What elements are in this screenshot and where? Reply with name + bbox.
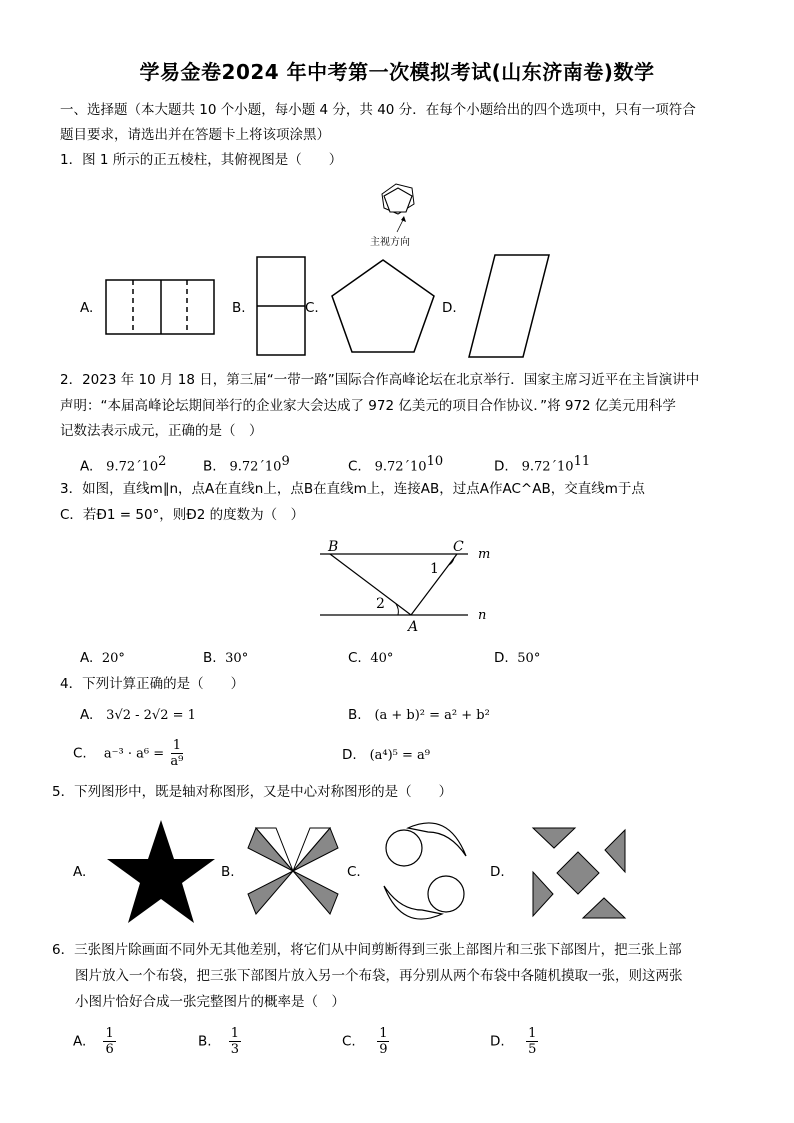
q3-figure [318, 535, 498, 635]
q3-stem-line1: 3．如图，直线m∥n，点A在直线n上，点B在直线m上，连接AB，过点A作AC^AB，交直线m于点 [60, 481, 645, 497]
q6-option-b[interactable]: B. $\frac{1}{3}$ [198, 1026, 240, 1057]
q1-option-b-label[interactable]: B. [232, 300, 246, 316]
q6-stem-line2: 图片放入一个布袋，把三张下部图片放入另一个布袋，再分别从两个布袋中各随机摸取一张，则这两张 [75, 968, 683, 984]
q4-option-c[interactable]: C. a⁻³ · a⁶ = $\frac{1}{\text{a⁹}}$ [73, 738, 184, 769]
q3-angle-2: 2 [376, 596, 385, 612]
q1-stem: 1．图 1 所示的正五棱柱，其俯视图是（ ） [60, 152, 343, 168]
q3-angle-1: 1 [430, 561, 439, 577]
q4-option-a[interactable]: A. 3√2 - 2√2 = 1 [80, 707, 196, 723]
q2-option-d[interactable]: D. $9.72´10^{11}$ [494, 454, 591, 475]
q2-option-b[interactable]: B. $9.72´10^9$ [203, 454, 290, 475]
q6-stem-line3: 小图片恰好合成一张完整图片的概率是（ ） [75, 994, 345, 1010]
q5-stem: 5．下列图形中，既是轴对称图形，又是中心对称图形的是（ ） [52, 784, 453, 800]
q3-label-b: B [328, 539, 339, 555]
q1-option-c-label[interactable]: C. [305, 300, 319, 316]
q3-option-b[interactable]: B. 30° [203, 650, 249, 666]
q1-option-a-label[interactable]: A. [80, 300, 94, 316]
q3-label-m: m [478, 547, 491, 562]
q5-option-b-pinwheel [246, 826, 340, 916]
q2-option-a[interactable]: A. $9.72´10^2$ [80, 454, 167, 475]
q1-view-label: 主视方向 [370, 237, 410, 248]
section-header-line2: 题目要求，请选出并在答题卡上将该项涂黑） [60, 127, 330, 143]
q5-option-c-figure [378, 818, 472, 924]
q5-option-d-label[interactable]: D. [490, 864, 505, 880]
q6-option-c[interactable]: C. $\frac{1}{9}$ [342, 1026, 388, 1057]
q5-option-c-label[interactable]: C. [347, 864, 361, 880]
q1-option-d-figure [467, 253, 551, 359]
page-title: 学易金卷2024 年中考第一次模拟考试(山东济南卷)数学 [139, 60, 655, 84]
q3-label-c: C [453, 539, 464, 555]
q2-stem-line2: 声明：“本届高峰论坛期间举行的企业家大会达成了 972 亿美元的项目合作协议．”将 972 亿美元用科学 [60, 398, 676, 414]
q3-option-c[interactable]: C. 40° [348, 650, 394, 666]
section-header-line1: 一、选择题（本大题共 10 个小题，每小题 4 分，共 40 分．在每个小题给出的四个选项中，只有一项符合 [60, 102, 696, 118]
q6-option-d[interactable]: D. $\frac{1}{5}$ [490, 1026, 537, 1057]
q3-stem-line2: C．若Ð1 = 50°，则Ð2 的度数为（ ） [60, 507, 305, 523]
q4-option-b[interactable]: B. (a + b)² = a² + b² [348, 707, 490, 723]
q1-option-c-figure [330, 258, 436, 354]
q6-option-a[interactable]: A. $\frac{1}{6}$ [73, 1026, 114, 1057]
q4-option-d[interactable]: D. (a⁴)⁵ = a⁹ [342, 747, 430, 763]
q5-option-a-label[interactable]: A. [73, 864, 87, 880]
q2-option-c[interactable]: C. $9.72´10^{10}$ [348, 454, 444, 475]
q2-stem-line3: 记数法表示成元，正确的是（ ） [60, 423, 263, 439]
q3-option-a[interactable]: A. 20° [80, 650, 125, 666]
q6-stem-line1: 6．三张图片除画面不同外无其他差别，将它们从中间剪断得到三张上部图片和三张下部图片，把三张上部 [52, 942, 682, 958]
q5-option-a-star [105, 818, 217, 926]
q5-option-b-label[interactable]: B. [221, 864, 235, 880]
q2-stem-line1: 2．2023 年 10 月 18 日，第三届“一带一路”国际合作高峰论坛在北京举行．国家主席习近平在主旨演讲中 [60, 372, 700, 388]
q3-option-d[interactable]: D. 50° [494, 650, 541, 666]
q3-label-n: n [478, 608, 487, 623]
q1-option-a-figure [105, 279, 215, 335]
q3-label-a: A [408, 619, 419, 635]
q4-stem: 4．下列计算正确的是（ ） [60, 676, 245, 692]
q5-option-d-figure [531, 826, 627, 920]
q1-option-b-figure [256, 256, 306, 356]
q1-option-d-label[interactable]: D. [442, 300, 457, 316]
